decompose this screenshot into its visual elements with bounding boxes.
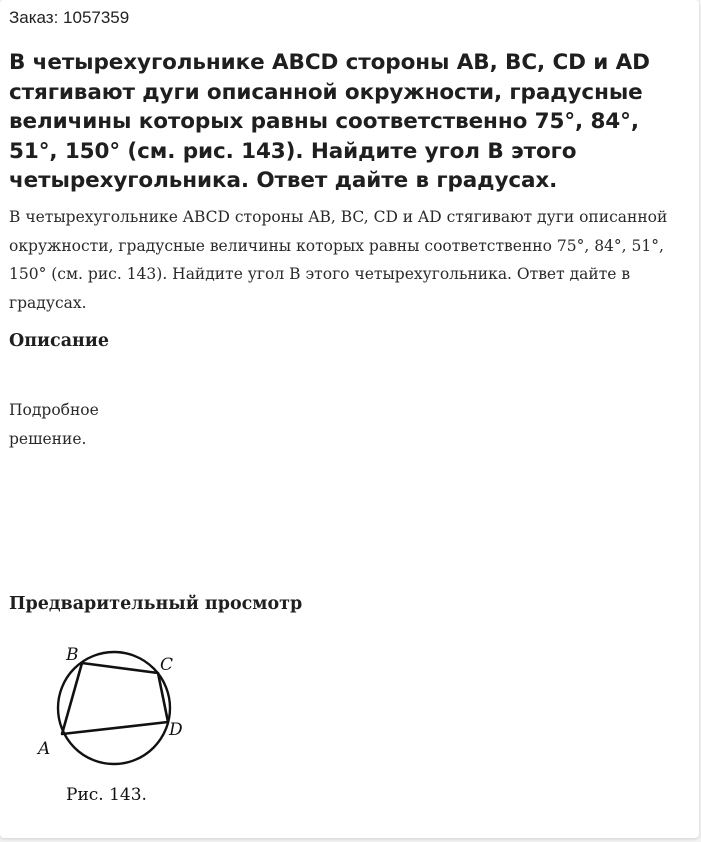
vertex-label-c: C [160,655,174,675]
vertex-label-d: D [169,720,183,740]
figure-caption: Рис. 143. [66,785,147,805]
description-heading: Описание [9,331,109,351]
circumscribed-circle [58,652,170,764]
order-number: Заказ: 1057359 [9,8,130,27]
description-text [9,396,149,454]
preview-heading: Предварительный просмотр [9,594,303,614]
description-text-line-2: решение. [9,430,87,448]
task-description: В четырехугольнике ABCD стороны AB, BC, CD и AD стягивают дуги описанной окружности, градусные величины которых равны соответственно 75°, 84°, 51°, 150° (см. рис. 143). Найдите угол B этого четырехугольника. Ответ дайте в градусах. [9,208,668,312]
vertex-label-a: A [38,739,51,759]
vertex-label-b: B [66,645,79,665]
description-text-line-1: Подробное [9,401,99,419]
quadrilateral-abcd [62,663,168,734]
page-title: В четырехугольнике ABCD стороны AB, BC, CD и AD стягивают дуги описанной окружности, градусные величины которых равны соответственно 75°, 84°, 51°, 150° (см. рис. 143). Найдите угол B этого четырехугольника. Ответ дайте в градусах. [9,50,650,193]
